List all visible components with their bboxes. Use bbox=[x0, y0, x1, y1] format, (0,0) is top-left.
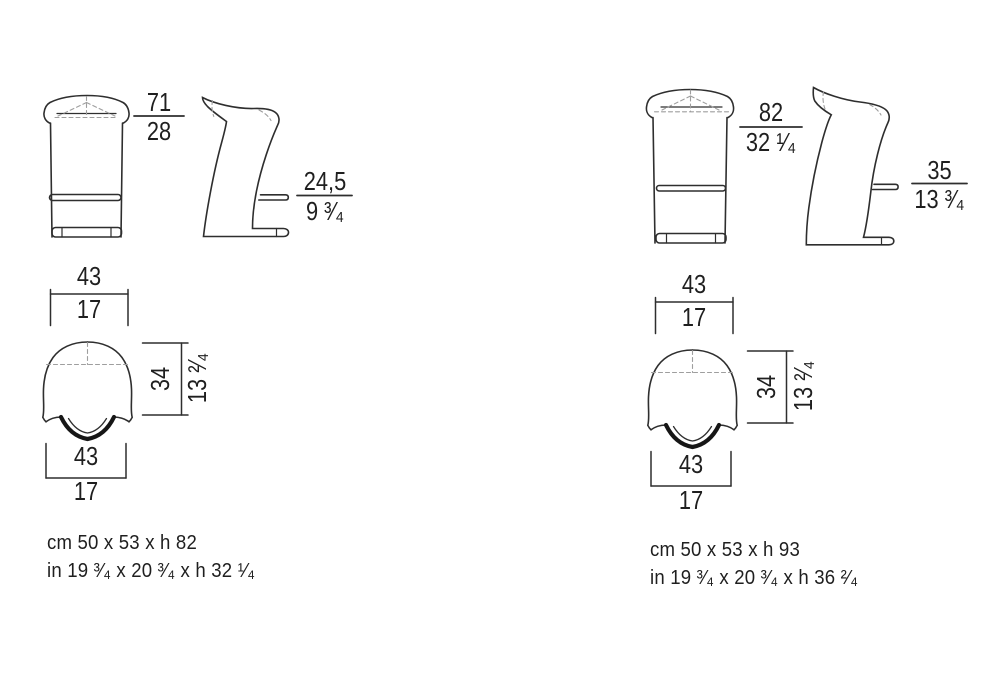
seat-depth-cm-high: 34 bbox=[751, 374, 781, 400]
seat-width-in-high: 17 bbox=[681, 302, 707, 332]
top-view-high bbox=[648, 350, 737, 447]
base-width-in-high: 17 bbox=[678, 485, 704, 515]
seat-width-cm-high: 43 bbox=[681, 269, 707, 299]
seat-width-in-low: 17 bbox=[76, 294, 102, 324]
overall-size-in-high: in 19 ³⁄₄ x 20 ³⁄₄ x h 36 ²⁄₄ bbox=[650, 567, 859, 589]
front-view-high bbox=[646, 90, 733, 244]
base-width-in-low: 17 bbox=[73, 476, 99, 506]
seat-height-in-high: 32 ¹⁄₄ bbox=[745, 127, 797, 157]
seat-height-cm-high: 82 bbox=[758, 97, 784, 127]
footrest-height-in-high: 13 ³⁄₄ bbox=[914, 184, 965, 214]
seat-depth-in-low: 13 ²⁄₄ bbox=[182, 352, 212, 404]
front-view-low bbox=[44, 96, 129, 238]
footrest-height-in-low: 9 ³⁄₄ bbox=[305, 196, 345, 226]
overall-size-in-low: in 19 ³⁄₄ x 20 ³⁄₄ x h 32 ¹⁄₄ bbox=[47, 560, 256, 582]
overall-size-cm-high: cm 50 x 53 x h 93 bbox=[650, 539, 800, 561]
top-view-low bbox=[43, 342, 132, 439]
seat-height-in-low: 28 bbox=[146, 116, 172, 146]
base-width-cm-high: 43 bbox=[678, 449, 704, 479]
side-view-high bbox=[806, 88, 898, 245]
overall-size-cm-low: cm 50 x 53 x h 82 bbox=[47, 532, 197, 554]
seat-height-cm-low: 71 bbox=[146, 87, 172, 117]
footrest-height-cm-low: 24,5 bbox=[303, 166, 347, 196]
seat-depth-in-high: 13 ²⁄₄ bbox=[788, 360, 818, 412]
base-width-cm-low: 43 bbox=[73, 441, 99, 471]
side-view-low bbox=[203, 98, 289, 237]
footrest-height-cm-high: 35 bbox=[927, 155, 952, 185]
seat-width-cm-low: 43 bbox=[76, 261, 102, 291]
seat-depth-cm-low: 34 bbox=[145, 366, 175, 392]
